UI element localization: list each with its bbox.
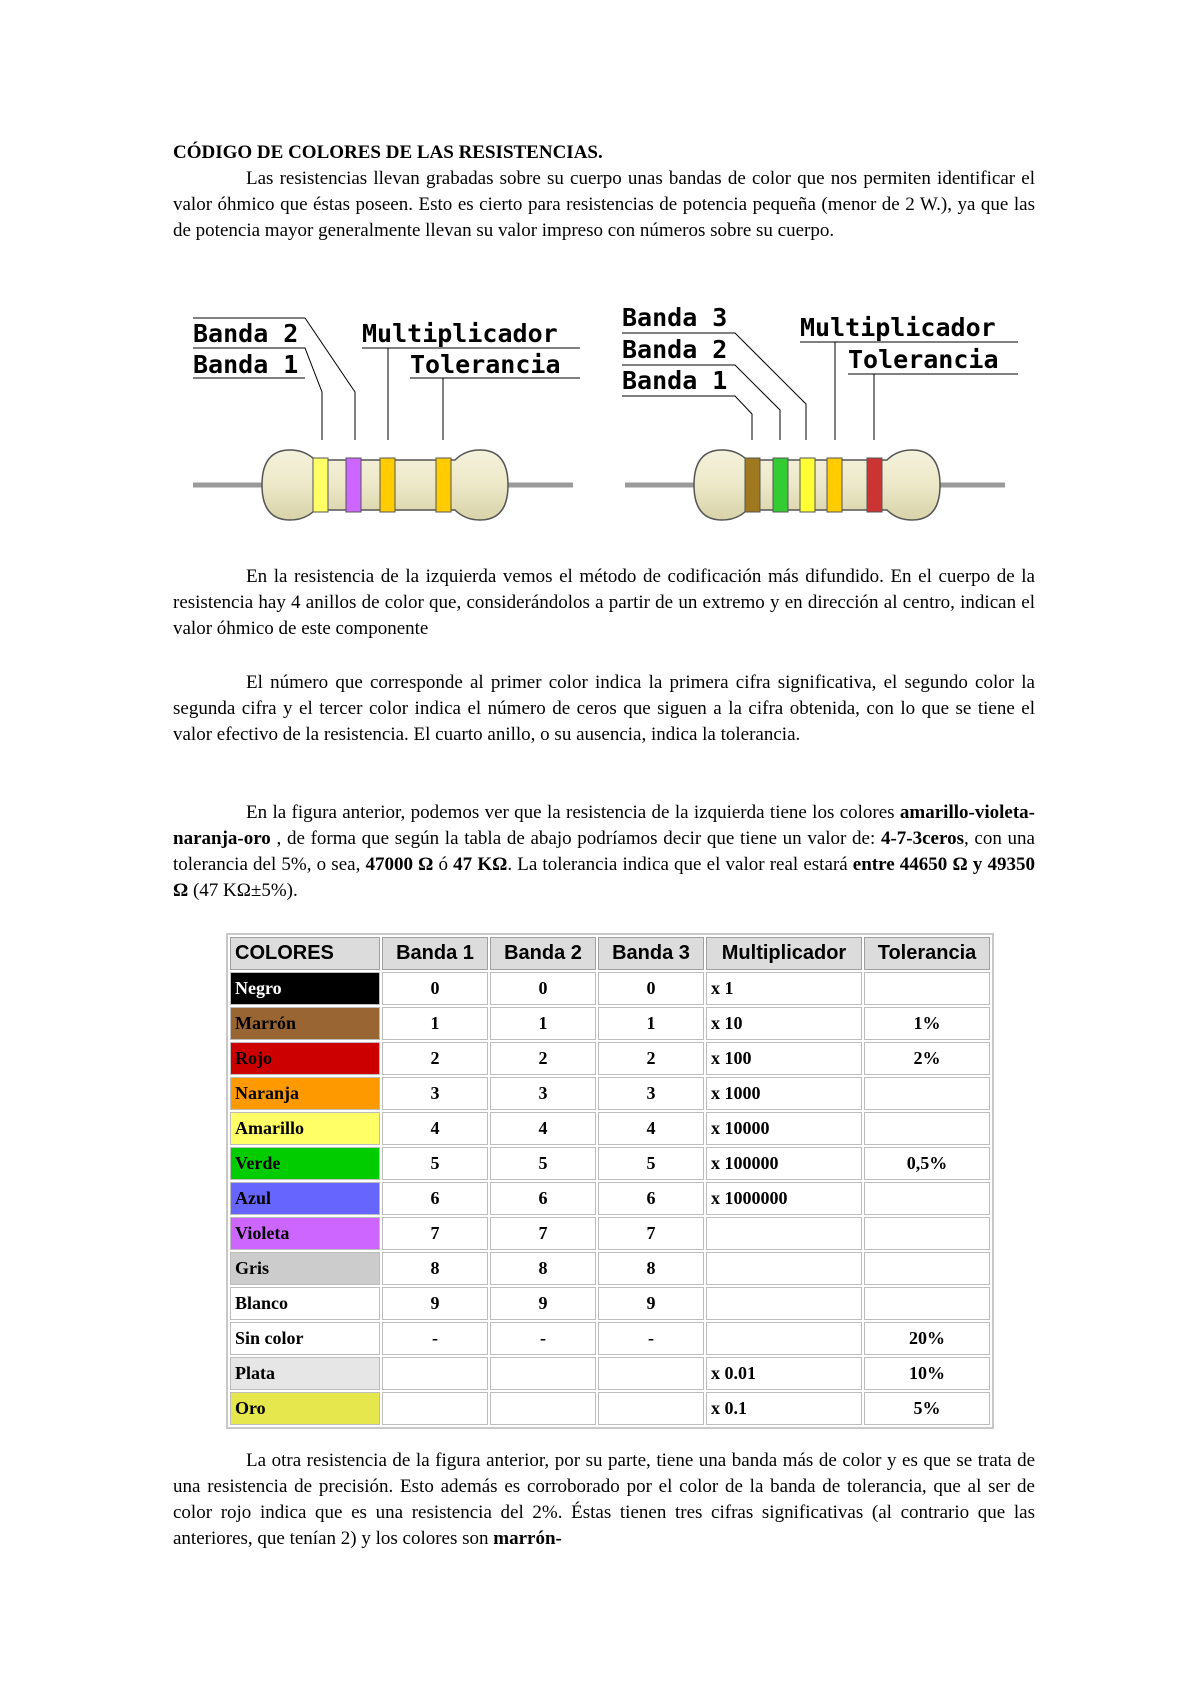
- multiplicador-cell: x 100000: [706, 1147, 862, 1180]
- banda3-cell: 0: [598, 972, 704, 1005]
- tolerancia-cell: [864, 972, 990, 1005]
- text-run: . La tolerancia indica que el valor real estará: [507, 854, 853, 875]
- tolerancia-cell: [864, 1182, 990, 1215]
- tolerancia-cell: [864, 1112, 990, 1145]
- left-resistor: [193, 318, 580, 520]
- left-label-tolerancia: Tolerancia: [410, 350, 561, 379]
- banda1-cell: [382, 1392, 488, 1425]
- left-label-banda1: Banda 1: [193, 350, 299, 379]
- banda3-cell: 6: [598, 1182, 704, 1215]
- header-colores: COLORES: [230, 937, 380, 970]
- multiplicador-cell: [706, 1217, 862, 1250]
- header-banda2: Banda 2: [490, 937, 596, 970]
- right-band-4: [827, 458, 842, 512]
- banda3-cell: 5: [598, 1147, 704, 1180]
- paragraph-explanation: El número que corresponde al primer color indica la primera cifra significativa, el segundo color la segunda cifra y el tercer color indica el número de ceros que siguen a la cifra obtenida, con lo que se tiene el valor efectivo de la resistencia. El cuarto anillo, o su ausencia, indica la tolerancia.: [173, 672, 1035, 745]
- tolerancia-cell: [864, 1217, 990, 1250]
- tolerancia-cell: [864, 1287, 990, 1320]
- right-band-5: [867, 458, 882, 512]
- banda2-cell: 8: [490, 1252, 596, 1285]
- color-name-cell: Azul: [230, 1182, 380, 1215]
- color-name-cell: Gris: [230, 1252, 380, 1285]
- banda2-cell: 4: [490, 1112, 596, 1145]
- left-band-2: [346, 458, 361, 512]
- banda2-cell: 7: [490, 1217, 596, 1250]
- banda3-cell: 7: [598, 1217, 704, 1250]
- banda3-cell: [598, 1392, 704, 1425]
- banda2-cell: 0: [490, 972, 596, 1005]
- table-body: [230, 972, 990, 1425]
- table-row: [230, 1322, 990, 1355]
- color-name-cell: Verde: [230, 1147, 380, 1180]
- banda2-cell: [490, 1392, 596, 1425]
- text-run: ó: [433, 854, 454, 875]
- table-row: [230, 1007, 990, 1040]
- table-row: [230, 1147, 990, 1180]
- tolerancia-cell: [864, 1077, 990, 1110]
- tolerancia-cell: 20%: [864, 1322, 990, 1355]
- table-row: [230, 1042, 990, 1075]
- color-name-cell: Amarillo: [230, 1112, 380, 1145]
- banda2-cell: 6: [490, 1182, 596, 1215]
- bold-value-ohms: 47000 Ω: [365, 854, 434, 875]
- multiplicador-cell: [706, 1287, 862, 1320]
- left-label-multiplicador: Multiplicador: [362, 319, 558, 348]
- banda2-cell: 3: [490, 1077, 596, 1110]
- multiplicador-cell: x 1000: [706, 1077, 862, 1110]
- text-run: (47 KΩ±5%).: [188, 880, 298, 901]
- banda3-cell: 1: [598, 1007, 704, 1040]
- table-row: [230, 1182, 990, 1215]
- right-band-1: [745, 458, 760, 512]
- intro-paragraph: Las resistencias llevan grabadas sobre su cuerpo unas bandas de color que nos permiten identificar el valor óhmico que éstas poseen. Esto es cierto para resistencias de potencia pequeña (menor de 2 W.), ya que las de potencia mayor generalmente llevan su valor impreso con números sobre su cuerpo.: [173, 168, 1035, 241]
- resistor-diagram: [0, 0, 1200, 560]
- banda3-cell: 4: [598, 1112, 704, 1145]
- banda2-cell: 2: [490, 1042, 596, 1075]
- color-name-cell: Violeta: [230, 1217, 380, 1250]
- banda1-cell: 2: [382, 1042, 488, 1075]
- color-name-cell: Rojo: [230, 1042, 380, 1075]
- left-leader-mult: [362, 348, 388, 440]
- text-run: La otra resistencia de la figura anterior, por su parte, tiene una banda más de color y es que se trata de una resistencia de precisión. Esto además es corroborado por el color de la banda de tolerancia, que al ser de color rojo indica que es una resistencia del 2%. Éstas tienen tres cifras significativas (al contrario que las anteriores, que tenían 2) y los colores son: [173, 1450, 1035, 1549]
- header-banda1: Banda 1: [382, 937, 488, 970]
- banda2-cell: -: [490, 1322, 596, 1355]
- color-name-cell: Plata: [230, 1357, 380, 1390]
- multiplicador-cell: x 0.01: [706, 1357, 862, 1390]
- banda1-cell: 9: [382, 1287, 488, 1320]
- bold-value-kohms: 47 KΩ: [453, 854, 508, 875]
- left-band-1: [313, 458, 328, 512]
- table-header-row: [230, 937, 990, 970]
- banda3-cell: 2: [598, 1042, 704, 1075]
- table-row: [230, 1217, 990, 1250]
- left-band-4: [436, 458, 451, 512]
- table-row: [230, 1357, 990, 1390]
- right-label-banda3: Banda 3: [622, 303, 728, 332]
- right-resistor-body: [694, 450, 940, 520]
- tolerancia-cell: [864, 1252, 990, 1285]
- bold-digits: 4-7-3ceros: [880, 828, 964, 849]
- header-multiplicador: Multiplicador: [706, 937, 862, 970]
- multiplicador-cell: [706, 1252, 862, 1285]
- banda1-cell: 8: [382, 1252, 488, 1285]
- color-name-cell: Negro: [230, 972, 380, 1005]
- banda3-cell: 8: [598, 1252, 704, 1285]
- right-label-tolerancia: Tolerancia: [848, 345, 999, 374]
- banda1-cell: 0: [382, 972, 488, 1005]
- right-label-banda2: Banda 2: [622, 335, 728, 364]
- color-name-cell: Blanco: [230, 1287, 380, 1320]
- paragraph-method: En la resistencia de la izquierda vemos el método de codificación más difundido. En el cuerpo de la resistencia hay 4 anillos de color que, considerándolos a partir de un extremo y en dirección al centro, indican el valor óhmico de este componente: [173, 566, 1035, 639]
- banda1-cell: 1: [382, 1007, 488, 1040]
- text-run: , con una tolerancia del 5%, o sea,: [173, 828, 1035, 875]
- text-run: En la figura anterior, podemos ver que la resistencia de la izquierda tiene los colores: [246, 802, 900, 823]
- table-row: [230, 1077, 990, 1110]
- tolerancia-cell: 1%: [864, 1007, 990, 1040]
- color-code-table: [226, 933, 994, 1429]
- right-leader-banda1: [622, 396, 752, 440]
- tolerancia-cell: 5%: [864, 1392, 990, 1425]
- banda3-cell: -: [598, 1322, 704, 1355]
- right-label-multiplicador: Multiplicador: [800, 313, 996, 342]
- multiplicador-cell: x 100: [706, 1042, 862, 1075]
- color-name-cell: Oro: [230, 1392, 380, 1425]
- text-run: , de forma que según la tabla de abajo podríamos decir que tiene un valor de:: [270, 828, 881, 849]
- color-name-cell: Marrón: [230, 1007, 380, 1040]
- banda1-cell: [382, 1357, 488, 1390]
- banda2-cell: 9: [490, 1287, 596, 1320]
- bold-colors-continued: marrón-: [493, 1528, 562, 1549]
- multiplicador-cell: x 1000000: [706, 1182, 862, 1215]
- banda2-cell: 5: [490, 1147, 596, 1180]
- tolerancia-cell: 0,5%: [864, 1147, 990, 1180]
- header-tolerancia: Tolerancia: [864, 937, 990, 970]
- tolerancia-cell: 2%: [864, 1042, 990, 1075]
- banda1-cell: 6: [382, 1182, 488, 1215]
- banda1-cell: 3: [382, 1077, 488, 1110]
- left-label-banda2: Banda 2: [193, 319, 299, 348]
- banda1-cell: 5: [382, 1147, 488, 1180]
- tolerancia-cell: 10%: [864, 1357, 990, 1390]
- bold-range: entre 44650 Ω y 49350 Ω: [173, 854, 1035, 901]
- right-label-banda1: Banda 1: [622, 366, 728, 395]
- paragraph-example: [173, 800, 1035, 904]
- table-row: [230, 1392, 990, 1425]
- right-resistor: [622, 303, 1018, 520]
- multiplicador-cell: x 10000: [706, 1112, 862, 1145]
- banda3-cell: [598, 1357, 704, 1390]
- paragraph-precision: [173, 1448, 1035, 1552]
- banda2-cell: 1: [490, 1007, 596, 1040]
- bold-colors: amarillo-violeta-naranja-oro: [173, 802, 1035, 849]
- left-band-3: [380, 458, 395, 512]
- header-banda3: Banda 3: [598, 937, 704, 970]
- table-row: [230, 1287, 990, 1320]
- banda1-cell: 7: [382, 1217, 488, 1250]
- banda2-cell: [490, 1357, 596, 1390]
- multiplicador-cell: [706, 1322, 862, 1355]
- right-band-3: [800, 458, 815, 512]
- color-name-cell: Sin color: [230, 1322, 380, 1355]
- banda1-cell: 4: [382, 1112, 488, 1145]
- banda1-cell: -: [382, 1322, 488, 1355]
- table-row: [230, 1252, 990, 1285]
- page-title: CÓDIGO DE COLORES DE LAS RESISTENCIAS.: [173, 142, 603, 163]
- multiplicador-cell: x 10: [706, 1007, 862, 1040]
- multiplicador-cell: x 1: [706, 972, 862, 1005]
- banda3-cell: 3: [598, 1077, 704, 1110]
- banda3-cell: 9: [598, 1287, 704, 1320]
- right-band-2: [773, 458, 788, 512]
- color-name-cell: Naranja: [230, 1077, 380, 1110]
- table-row: [230, 972, 990, 1005]
- multiplicador-cell: x 0.1: [706, 1392, 862, 1425]
- table-row: [230, 1112, 990, 1145]
